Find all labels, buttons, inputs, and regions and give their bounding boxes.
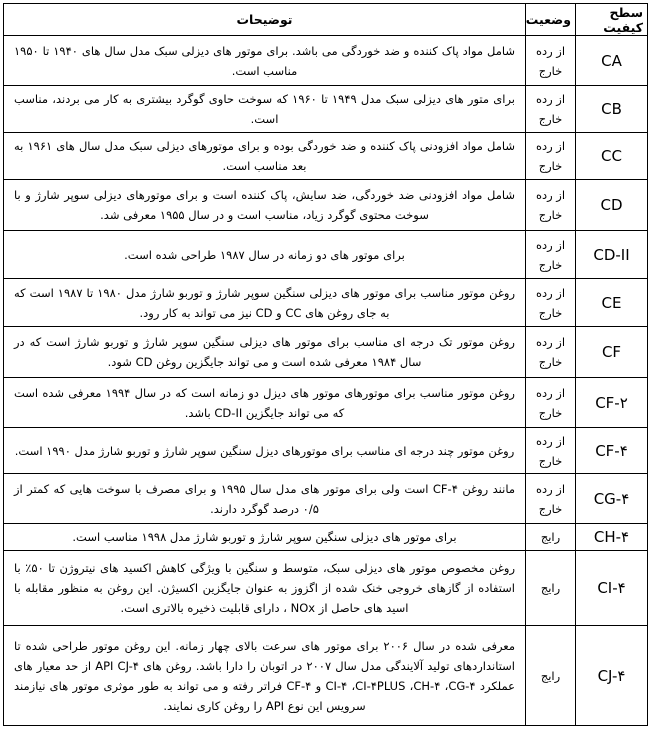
status-cell: از رده خارج: [526, 231, 576, 279]
table-row: [4, 133, 648, 180]
description-cell: روغن مخصوص موتور های دیزلی سبک، متوسط و سنگین با ویژگی کاهش اکسید های نیتروژن تا ۵۰٪ با استفاده از گازهای خروجی خنک شده از اگزوز به عنوان جایگزین اکسیژن. این روغن به منظور مقابله با اسید های حاصل از NOx ، دارای قابلیت ذخیره بالاتری است.: [4, 551, 526, 626]
status-cell: از رده خارج: [526, 327, 576, 378]
description-cell: برای موتور های دو زمانه در سال ۱۹۸۷ طراحی شده است.: [4, 231, 526, 279]
description-cell: شامل مواد افزودنی ضد خوردگی، ضد سایش، پاک کننده است و برای موتورهای دیزلی سوپر شارژ و با سوخت محتوی گوگرد زیاد، مناسب است و در سال ۱۹۵۵ معرفی شد.: [4, 180, 526, 231]
description-cell: روغن موتور چند درجه ای مناسب برای موتورهای دیزل سنگین سوپر شارژ و توربو شارژ مدل ۱۹۹۰ است.: [4, 428, 526, 474]
table-row: [4, 86, 648, 133]
status-cell: از رده خارج: [526, 279, 576, 327]
description-cell: روغن موتور مناسب برای موتور های دیزلی سنگین سوپر شارژ و توربو شارژ مدل ۱۹۸۰ تا ۱۹۸۷ است که به جای روغن های CC و CD نیز می تواند به کار رود.: [4, 279, 526, 327]
quality-level-cell: CF-۲: [576, 378, 648, 428]
description-cell: شامل مواد پاک کننده و ضد خوردگی می باشد. برای موتور های دیزلی سبک مدل سال های ۱۹۴۰ تا ۱۹۵۰ مناسب است.: [4, 36, 526, 86]
quality-level-cell: CD-II: [576, 231, 648, 279]
description-cell: برای موتور های دیزلی سنگین سوپر شارژ و توربو شارژ مدل ۱۹۹۸ مناسب است.: [4, 524, 526, 551]
quality-level-cell: CE: [576, 279, 648, 327]
table-row: [4, 36, 648, 86]
status-cell: از رده خارج: [526, 180, 576, 231]
status-cell: از رده خارج: [526, 133, 576, 180]
quality-level-cell: CI-۴: [576, 551, 648, 626]
status-cell: از رده خارج: [526, 36, 576, 86]
status-cell: رایج: [526, 551, 576, 626]
table-row: [4, 626, 648, 726]
table-row: [4, 474, 648, 524]
header-row: [4, 4, 648, 36]
status-cell: از رده خارج: [526, 378, 576, 428]
quality-level-cell: CF-۴: [576, 428, 648, 474]
table-row: [4, 180, 648, 231]
quality-level-cell: CD: [576, 180, 648, 231]
table-row: [4, 279, 648, 327]
status-cell: از رده خارج: [526, 428, 576, 474]
table-row: [4, 231, 648, 279]
quality-level-cell: CG-۴: [576, 474, 648, 524]
header-description: توضیحات: [4, 4, 526, 36]
description-cell: مانند روغن CF-۴ است ولی برای موتور های مدل سال ۱۹۹۵ و برای مصرف با سوخت هایی که کمتر از ۰/۵ درصد گوگرد دارند.: [4, 474, 526, 524]
table-row: [4, 327, 648, 378]
quality-level-cell: CF: [576, 327, 648, 378]
quality-level-cell: CC: [576, 133, 648, 180]
quality-level-cell: CA: [576, 36, 648, 86]
description-cell: برای متور های دیزلی سبک مدل ۱۹۴۹ تا ۱۹۶۰ که سوخت حاوی گوگرد بیشتری به کار می بردند، مناسب است.: [4, 86, 526, 133]
status-cell: رایج: [526, 524, 576, 551]
quality-level-cell: CB: [576, 86, 648, 133]
quality-level-cell: CJ-۴: [576, 626, 648, 726]
status-cell: از رده خارج: [526, 474, 576, 524]
table-row: [4, 428, 648, 474]
status-cell: رایج: [526, 626, 576, 726]
description-cell: شامل مواد افزودنی پاک کننده و ضد خوردگی بوده و برای موتورهای دیزلی سبک مدل سال های ۱۹۶۱ به بعد مناسب است.: [4, 133, 526, 180]
description-cell: روغن موتور تک درجه ای مناسب برای موتور های دیزلی سنگین سوپر شارژ و توربو شارژ است که در سال ۱۹۸۴ معرفی شده است و می تواند جایگزین روغن CD شود.: [4, 327, 526, 378]
table-row: [4, 378, 648, 428]
header-status: وضعیت: [526, 4, 576, 36]
table-row: [4, 524, 648, 551]
header-quality-level: سطح کیفیت: [576, 4, 648, 36]
status-cell: از رده خارج: [526, 86, 576, 133]
api-diesel-grades-table: [3, 3, 648, 726]
table-row: [4, 551, 648, 626]
quality-level-cell: CH-۴: [576, 524, 648, 551]
description-cell: معرفی شده در سال ۲۰۰۶ برای موتور های سرعت بالای چهار زمانه. این روغن موتور طراحی شده تا استانداردهای تولید آلایندگی مدل سال ۲۰۰۷ در اتوبان را دارا باشد. روغن های API CJ-۴ از حد معیار های عملکرد CI-۴ ،CI-۴PLUS ،CH-۴ ،CG-۴ و CF-۴ فراتر رفته و می تواند به طور موثری موتور های نیازمند سرویس این نوع API را روغن کاری نمایند.: [4, 626, 526, 726]
description-cell: روغن موتور مناسب برای موتورهای موتور های دیزل دو زمانه است که در سال ۱۹۹۴ معرفی شده است که می تواند جایگزین CD-II باشد.: [4, 378, 526, 428]
